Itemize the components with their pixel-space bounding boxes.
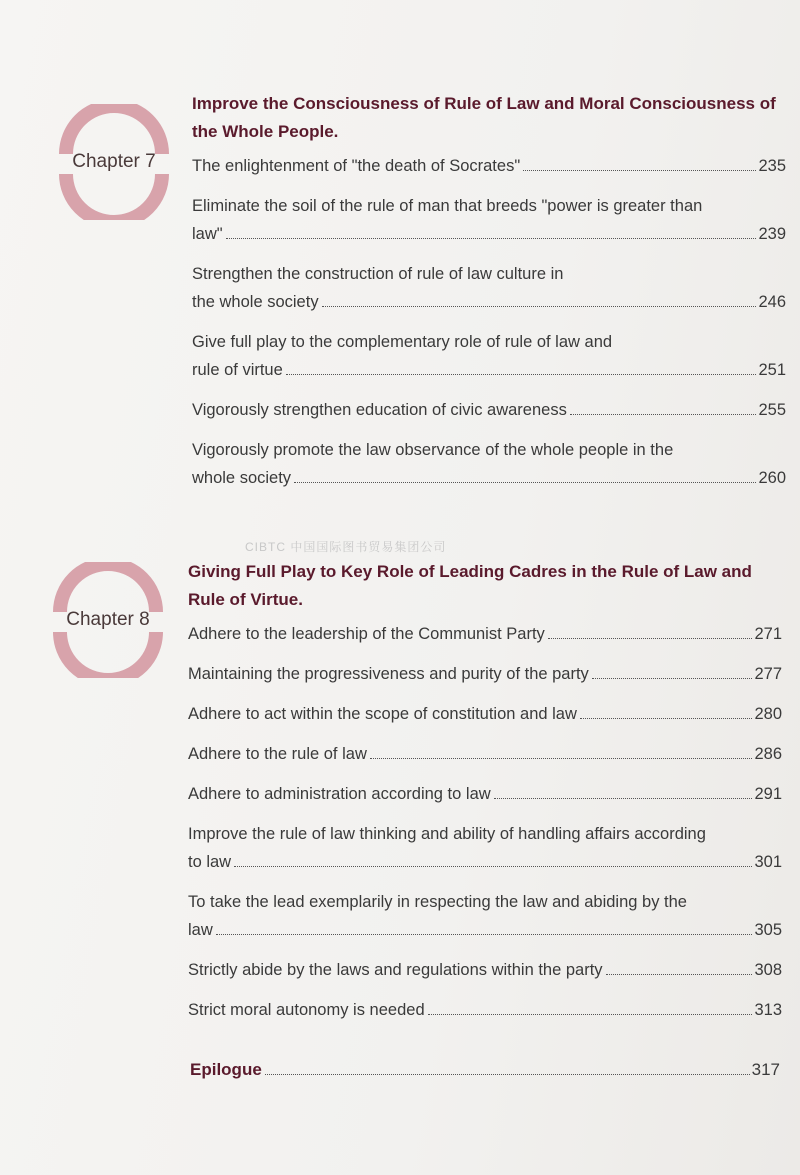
toc-entry-line1: Vigorously promote the law observance of the whole people in the (192, 441, 674, 459)
toc-entry-text: law (188, 921, 213, 939)
toc-entry-page: 280 (754, 705, 782, 723)
leader-dots (428, 1013, 753, 1015)
leader-dots (548, 637, 753, 639)
watermark: CIBTC 中国国际图书贸易集团公司 (245, 540, 447, 554)
toc-entry[interactable] (188, 740, 782, 768)
toc-entry-line1: To take the lead exemplarily in respecting the law and abiding by the (188, 893, 687, 911)
toc-entry-page: 246 (758, 293, 786, 311)
toc-entry-page: 277 (754, 665, 782, 683)
chapter-8-section (188, 558, 782, 1024)
chapter-7-label: Chapter 7 (72, 151, 156, 172)
toc-entry[interactable] (188, 956, 782, 984)
leader-dots (265, 1073, 750, 1075)
toc-entry[interactable] (188, 620, 782, 648)
toc-entry-page: 291 (754, 785, 782, 803)
toc-entry-text: to law (188, 853, 232, 871)
toc-entry[interactable] (192, 328, 786, 384)
leader-dots (322, 305, 757, 307)
toc-entry-text: Strictly abide by the laws and regulations within the party (188, 961, 603, 979)
toc-entry-text: Adhere to the rule of law (188, 745, 367, 763)
toc-entry-line1: Give full play to the complementary role of rule of law and (192, 333, 613, 351)
epilogue-entry[interactable] (190, 1056, 780, 1084)
leader-dots (286, 373, 757, 375)
toc-entry-text: Maintaining the progressiveness and purity of the party (188, 665, 589, 683)
chapter-7-title: Improve the Consciousness of Rule of Law and Moral Consciousness of the Whole People. (192, 94, 776, 141)
leader-dots (580, 717, 753, 719)
toc-entry-page: 255 (758, 401, 786, 419)
toc-entry[interactable] (192, 152, 786, 180)
toc-entry-text: whole society (192, 469, 292, 487)
toc-entry-line1: Eliminate the soil of the rule of man that breeds "power is greater than (192, 197, 703, 215)
toc-entry[interactable] (188, 780, 782, 808)
toc-entry-text: rule of virtue (192, 361, 283, 379)
toc-entry-text: Vigorously strengthen education of civic awareness (192, 401, 567, 419)
leader-dots (216, 933, 753, 935)
toc-entry-text: the whole society (192, 293, 319, 311)
toc-entry[interactable] (188, 660, 782, 688)
toc-entry-line1: Improve the rule of law thinking and ability of handling affairs according (188, 825, 706, 843)
toc-entry[interactable] (192, 192, 786, 248)
leader-dots (592, 677, 753, 679)
chapter-7-badge (56, 104, 172, 220)
toc-entry[interactable] (192, 436, 786, 492)
chapter-7-section (192, 90, 786, 492)
leader-dots (226, 237, 757, 239)
toc-entry-page: 239 (758, 225, 786, 243)
toc-entry-page: 251 (758, 361, 786, 379)
toc-entry-page: 260 (758, 469, 786, 487)
toc-entry-line1: Strengthen the construction of rule of law culture in (192, 265, 564, 283)
leader-dots (606, 973, 753, 975)
toc-entry[interactable] (192, 396, 786, 424)
toc-entry-text: The enlightenment of "the death of Socrates" (192, 157, 521, 175)
epilogue-label: Epilogue (190, 1060, 262, 1079)
toc-entry-page: 313 (754, 1001, 782, 1019)
leader-dots (234, 865, 752, 867)
toc-entry-page: 301 (754, 853, 782, 871)
toc-entry-text: Adhere to act within the scope of constitution and law (188, 705, 577, 723)
leader-dots (523, 169, 756, 171)
toc-entry[interactable] (188, 888, 782, 944)
toc-entry[interactable] (188, 820, 782, 876)
epilogue-page: 317 (751, 1060, 780, 1079)
toc-entry[interactable] (188, 700, 782, 728)
leader-dots (494, 797, 753, 799)
toc-entry-text: Adhere to the leadership of the Communist Party (188, 625, 545, 643)
toc-entry-page: 308 (754, 961, 782, 979)
leader-dots (570, 413, 757, 415)
toc-entry-page: 305 (754, 921, 782, 939)
chapter-8-badge (50, 562, 166, 678)
toc-entry[interactable] (188, 996, 782, 1024)
toc-entry[interactable] (192, 260, 786, 316)
leader-dots (294, 481, 756, 483)
chapter-8-label: Chapter 8 (66, 609, 150, 630)
toc-entry-page: 286 (754, 745, 782, 763)
toc-entry-page: 235 (758, 157, 786, 175)
toc-entry-text: law" (192, 225, 223, 243)
toc-entry-text: Strict moral autonomy is needed (188, 1001, 425, 1019)
toc-entry-page: 271 (754, 625, 782, 643)
toc-entry-text: Adhere to administration according to law (188, 785, 491, 803)
leader-dots (370, 757, 753, 759)
chapter-8-title: Giving Full Play to Key Role of Leading Cadres in the Rule of Law and Rule of Virtue. (188, 562, 752, 609)
